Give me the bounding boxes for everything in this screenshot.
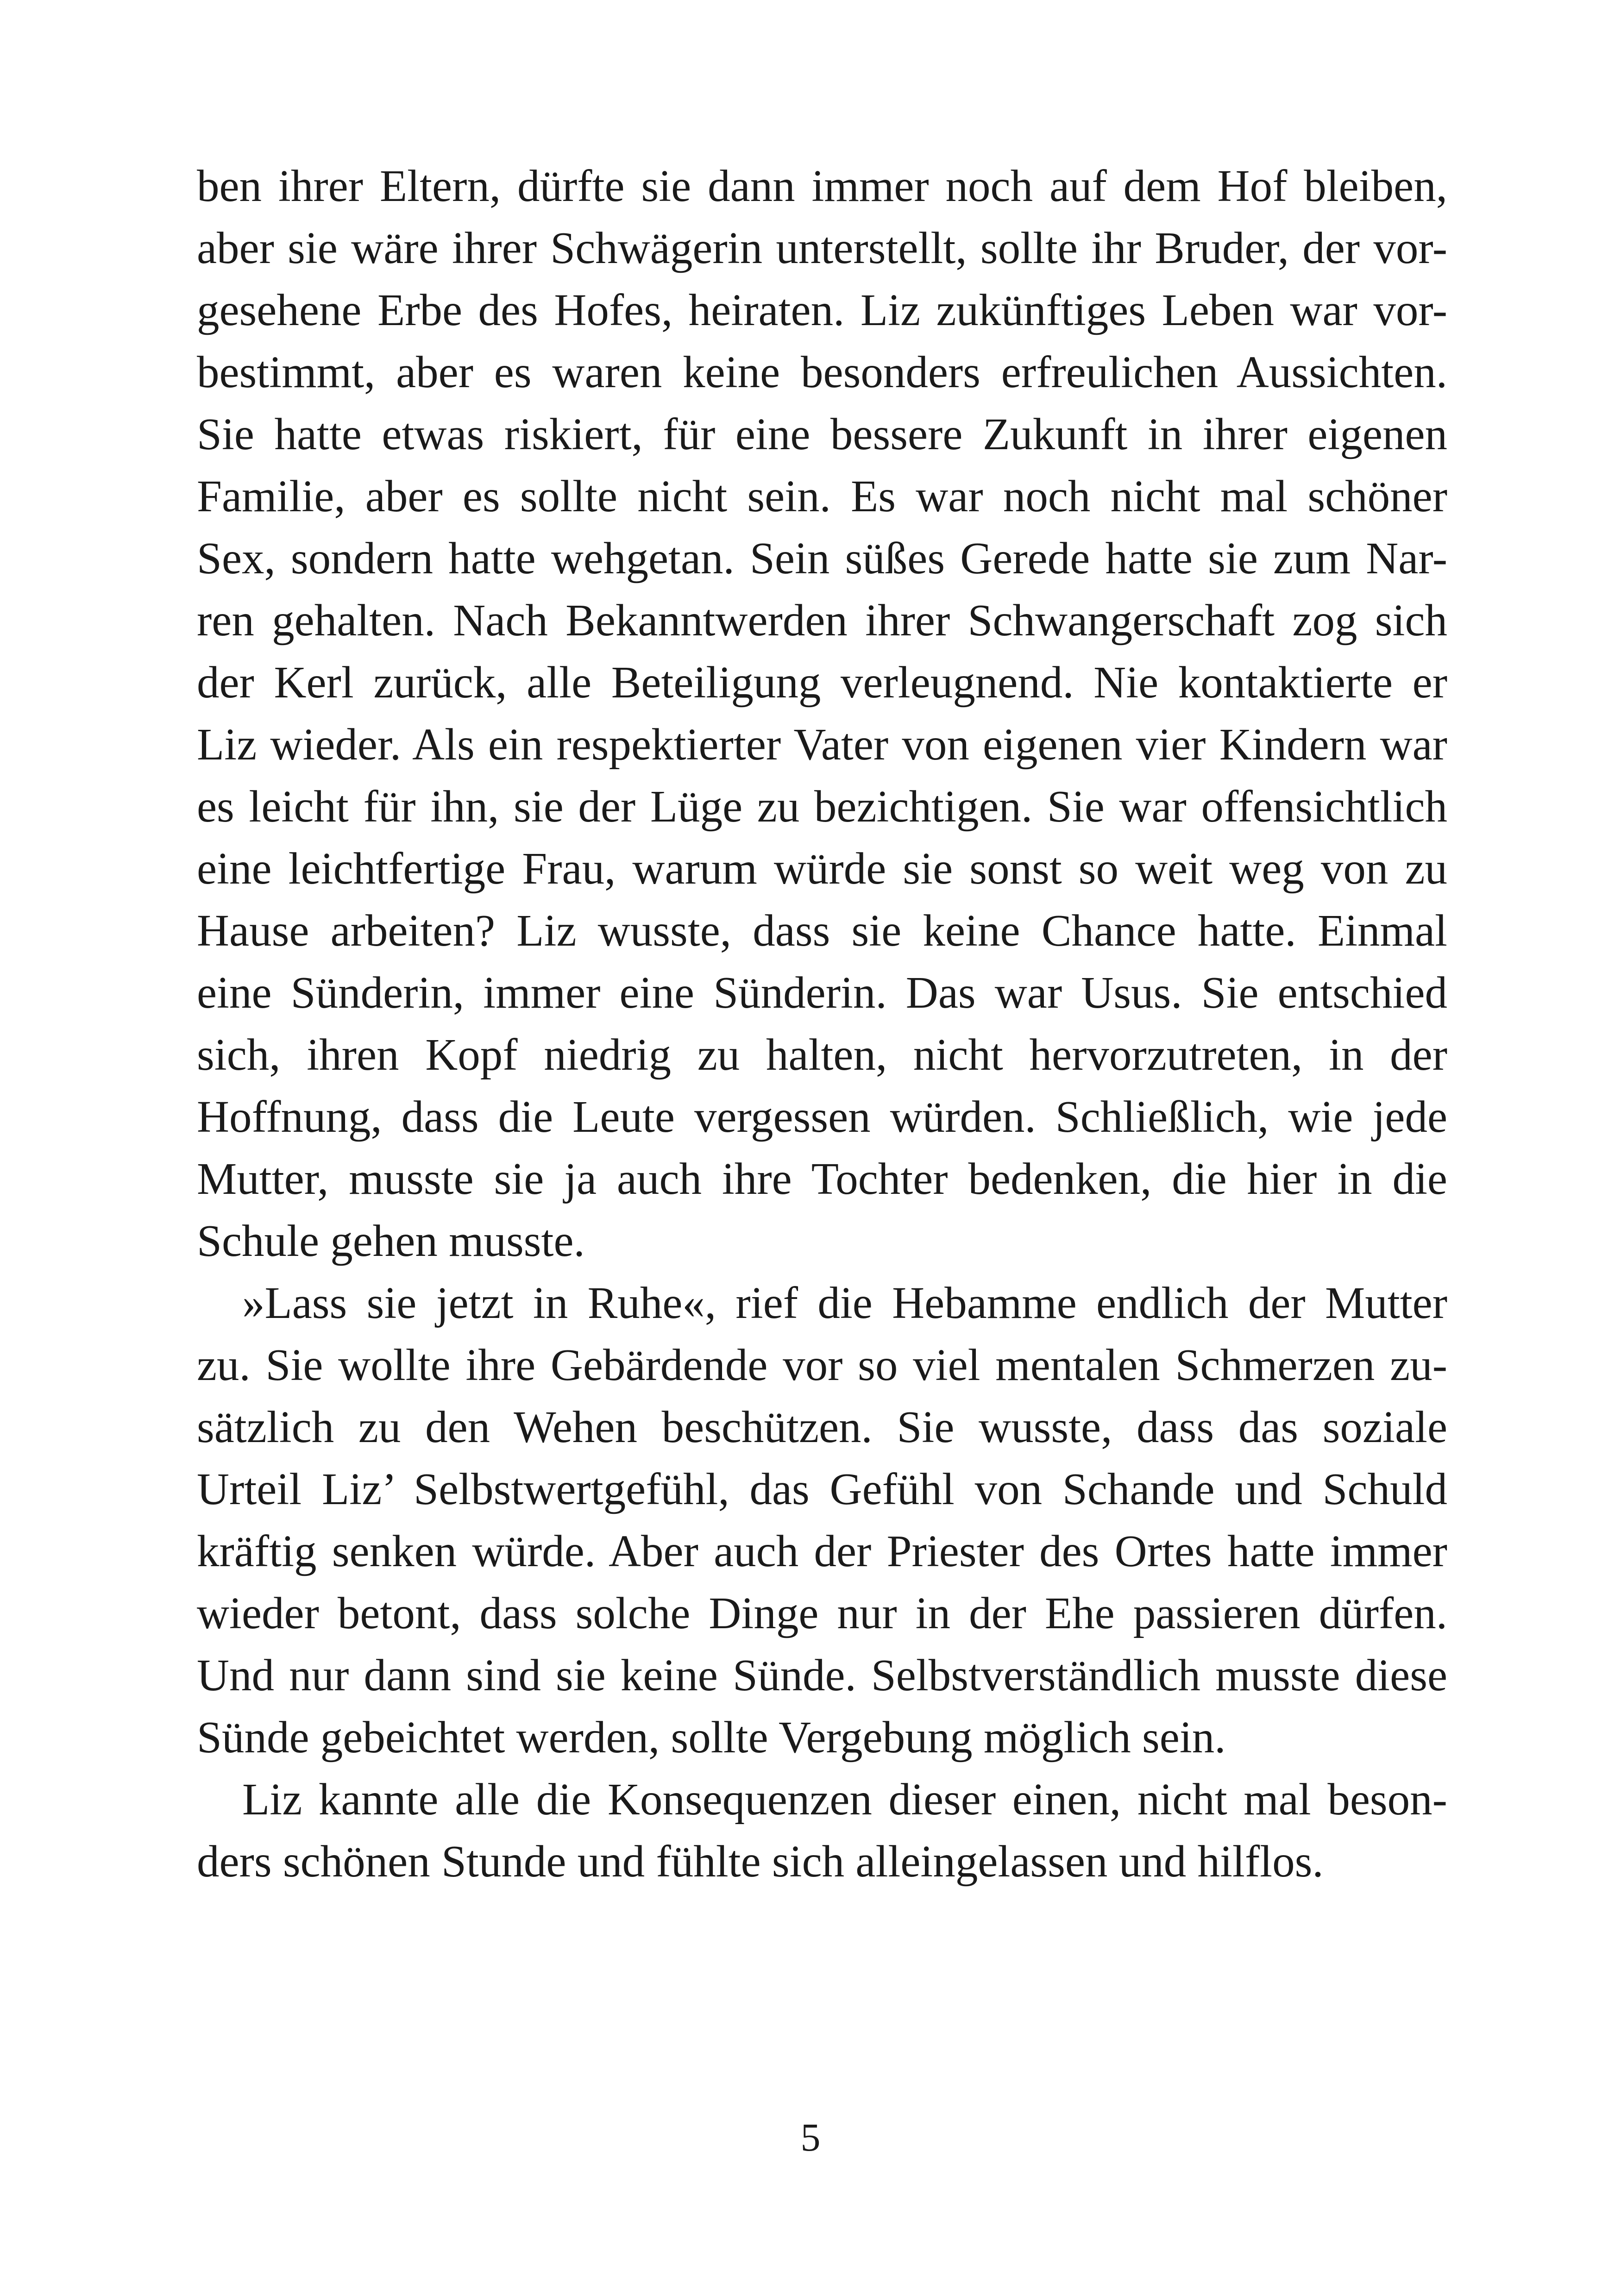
text-line: Liz kannte alle die Konsequenzen dieser einen, nicht mal beson- [242, 1775, 1447, 1824]
text-line: Und nur dann sind sie keine Sünde. Selbstverständlich musste diese [197, 1650, 1447, 1700]
text-line: Liz wieder. Als ein respektierter Vater von eigenen vier Kindern war [197, 720, 1447, 769]
text-line: bestimmt, aber es waren keine besonders erfreulichen Aussichten. [197, 347, 1447, 397]
text-line: aber sie wäre ihrer Schwägerin unterstellt, sollte ihr Bruder, der vor- [197, 223, 1447, 273]
text-line: Sünde gebeichtet werden, sollte Vergebung möglich sein. [197, 1713, 1226, 1762]
text-line: ders schönen Stunde und fühlte sich alleingelassen und hilflos. [197, 1837, 1324, 1886]
text-line: sätzlich zu den Wehen beschützen. Sie wusste, dass das soziale [197, 1402, 1447, 1452]
text-line: wieder betont, dass solche Dinge nur in der Ehe passieren dürfen. [197, 1588, 1447, 1638]
text-line: Sie hatte etwas riskiert, für eine bessere Zukunft in ihrer eigenen [197, 409, 1447, 459]
text-line: ben ihrer Eltern, dürfte sie dann immer noch auf dem Hof bleiben, [197, 161, 1447, 211]
text-line: es leicht für ihn, sie der Lüge zu bezichtigen. Sie war offensichtlich [197, 782, 1447, 831]
text-line: Mutter, musste sie ja auch ihre Tochter bedenken, die hier in die [197, 1154, 1447, 1204]
text-line: Urteil Liz’ Selbstwertgefühl, das Gefühl von Schande und Schuld [197, 1464, 1447, 1514]
text-line: kräftig senken würde. Aber auch der Priester des Ortes hatte immer [197, 1526, 1447, 1576]
text-line: der Kerl zurück, alle Beteiligung verleugnend. Nie kontaktierte er [197, 658, 1447, 707]
text-line: gesehene Erbe des Hofes, heiraten. Liz zukünftiges Leben war vor- [197, 285, 1447, 335]
text-line: Hause arbeiten? Liz wusste, dass sie keine Chance hatte. Einmal [197, 906, 1447, 955]
paragraph [197, 1769, 1447, 1893]
text-line: zu. Sie wollte ihre Gebärdende vor so viel mentalen Schmerzen zu- [197, 1340, 1447, 1390]
text-line: Hoffnung, dass die Leute vergessen würden. Schließlich, wie jede [197, 1092, 1447, 1142]
text-line: »Lass sie jetzt in Ruhe«, rief die Hebamme endlich der Mutter [242, 1278, 1447, 1328]
text-line: eine Sünderin, immer eine Sünderin. Das war Usus. Sie entschied [197, 968, 1447, 1017]
body-text [197, 155, 1447, 1893]
text-line: sich, ihren Kopf niedrig zu halten, nicht hervorzutreten, in der [197, 1030, 1447, 1079]
paragraph [197, 155, 1447, 1272]
page-number: 5 [800, 2115, 821, 2159]
text-line: ren gehalten. Nach Bekanntwerden ihrer Schwangerschaft zog sich [197, 596, 1447, 645]
text-line: eine leichtfertige Frau, warum würde sie sonst so weit weg von zu [197, 844, 1447, 893]
text-line: Familie, aber es sollte nicht sein. Es war noch nicht mal schöner [197, 471, 1447, 521]
text-line: Sex, sondern hatte wehgetan. Sein süßes Gerede hatte sie zum Nar- [197, 533, 1447, 583]
text-line: Schule gehen musste. [197, 1216, 585, 1266]
paragraph [197, 1272, 1447, 1769]
